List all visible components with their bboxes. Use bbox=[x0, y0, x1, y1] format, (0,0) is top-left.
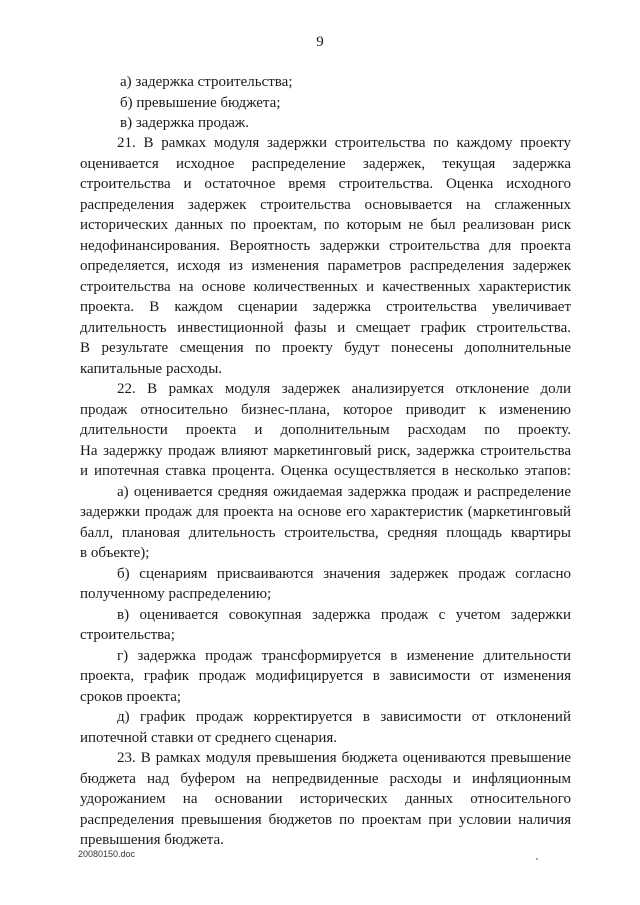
paragraph-22-line: продаж относительно бизнес-плана, которое приводит к изменению bbox=[80, 402, 571, 418]
paragraph-21-line: капитальные расходы. bbox=[80, 361, 223, 377]
paragraph-21-line: строительства и остаточное время строительства. Оценка исходного bbox=[80, 176, 571, 192]
paragraph-21-line: недофинансирования. Вероятность задержки строительства для проекта bbox=[80, 238, 571, 254]
list-item-c: в) задержка продаж. bbox=[120, 115, 250, 131]
step-e-line: ипотечной ставки от среднего сценария. bbox=[80, 730, 338, 746]
paragraph-21-line: 21. В рамках модуля задержки строительства по каждому проекту bbox=[117, 135, 571, 151]
paragraph-21-line: В результате смещения по проекту будут понесены дополнительные bbox=[80, 340, 571, 356]
scan-dot bbox=[536, 858, 538, 860]
step-d-line: сроков проекта; bbox=[80, 689, 182, 705]
paragraph-21-line: определяется, исходя из изменения параметров распределения задержек bbox=[80, 258, 571, 274]
paragraph-21-line: длительность инвестиционной фазы и смещает график строительства. bbox=[80, 320, 571, 336]
step-a-line: балл, плановая длительность строительства, средняя площадь квартиры bbox=[80, 525, 571, 541]
paragraph-22-line: На задержку продаж влияют маркетинговый риск, задержка строительства bbox=[80, 443, 571, 459]
paragraph-23-line: превышения бюджета. bbox=[80, 832, 224, 848]
step-b-line: полученному распределению; bbox=[80, 586, 272, 602]
step-d-line: г) задержка продаж трансформируется в изменение длительности bbox=[117, 648, 571, 664]
footer-filename: 20080150.doc bbox=[78, 849, 136, 859]
step-a-line: задержки продаж для проекта на основе его характеристик (маркетинговый bbox=[80, 504, 571, 520]
step-c-line: строительства; bbox=[80, 627, 175, 643]
paragraph-21-line: проекта. В каждом сценарии задержка строительства увеличивает bbox=[80, 299, 571, 315]
step-e-line: д) график продаж корректируется в зависимости от отклонений bbox=[117, 709, 571, 725]
step-a-line: а) оценивается средняя ожидаемая задержка продаж и распределение bbox=[117, 484, 571, 500]
paragraph-21-line: исторических данных по проектам, по которым не был реализован риск bbox=[80, 217, 571, 233]
paragraph-21-line: распределения задержек строительства основывается на сглаженных bbox=[80, 197, 571, 213]
paragraph-23-line: бюджета над буфером на непредвиденные расходы и инфляционным bbox=[80, 771, 571, 787]
step-a-line: в объекте); bbox=[80, 545, 150, 561]
paragraph-22-line: и ипотечная ставка процента. Оценка осуществляется в несколько этапов: bbox=[80, 463, 571, 479]
paragraph-21-line: оценивается исходное распределение задержек, текущая задержка bbox=[80, 156, 571, 172]
step-d-line: проекта, график продаж модифицируется в зависимости от изменения bbox=[80, 668, 571, 684]
paragraph-23-line: удорожанием на основании исторических данных относительного bbox=[80, 791, 571, 807]
step-b-line: б) сценариям присваиваются значения задержек продаж согласно bbox=[117, 566, 571, 582]
paragraph-22-line: 22. В рамках модуля задержек анализируется отклонение доли bbox=[117, 381, 571, 397]
paragraph-23-line: распределения превышения бюджетов по проектам при условии наличия bbox=[80, 812, 571, 828]
paragraph-22-line: длительности проекта и дополнительным расходам по проекту. bbox=[80, 422, 571, 438]
paragraph-23-line: 23. В рамках модуля превышения бюджета оцениваются превышение bbox=[117, 750, 571, 766]
list-item-a: а) задержка строительства; bbox=[120, 74, 293, 90]
list-item-b: б) превышение бюджета; bbox=[120, 95, 281, 111]
paragraph-21-line: строительства на основе количественных и качественных характеристик bbox=[80, 279, 571, 295]
page-number: 9 bbox=[316, 34, 324, 50]
step-c-line: в) оценивается совокупная задержка продаж с учетом задержки bbox=[117, 607, 571, 623]
